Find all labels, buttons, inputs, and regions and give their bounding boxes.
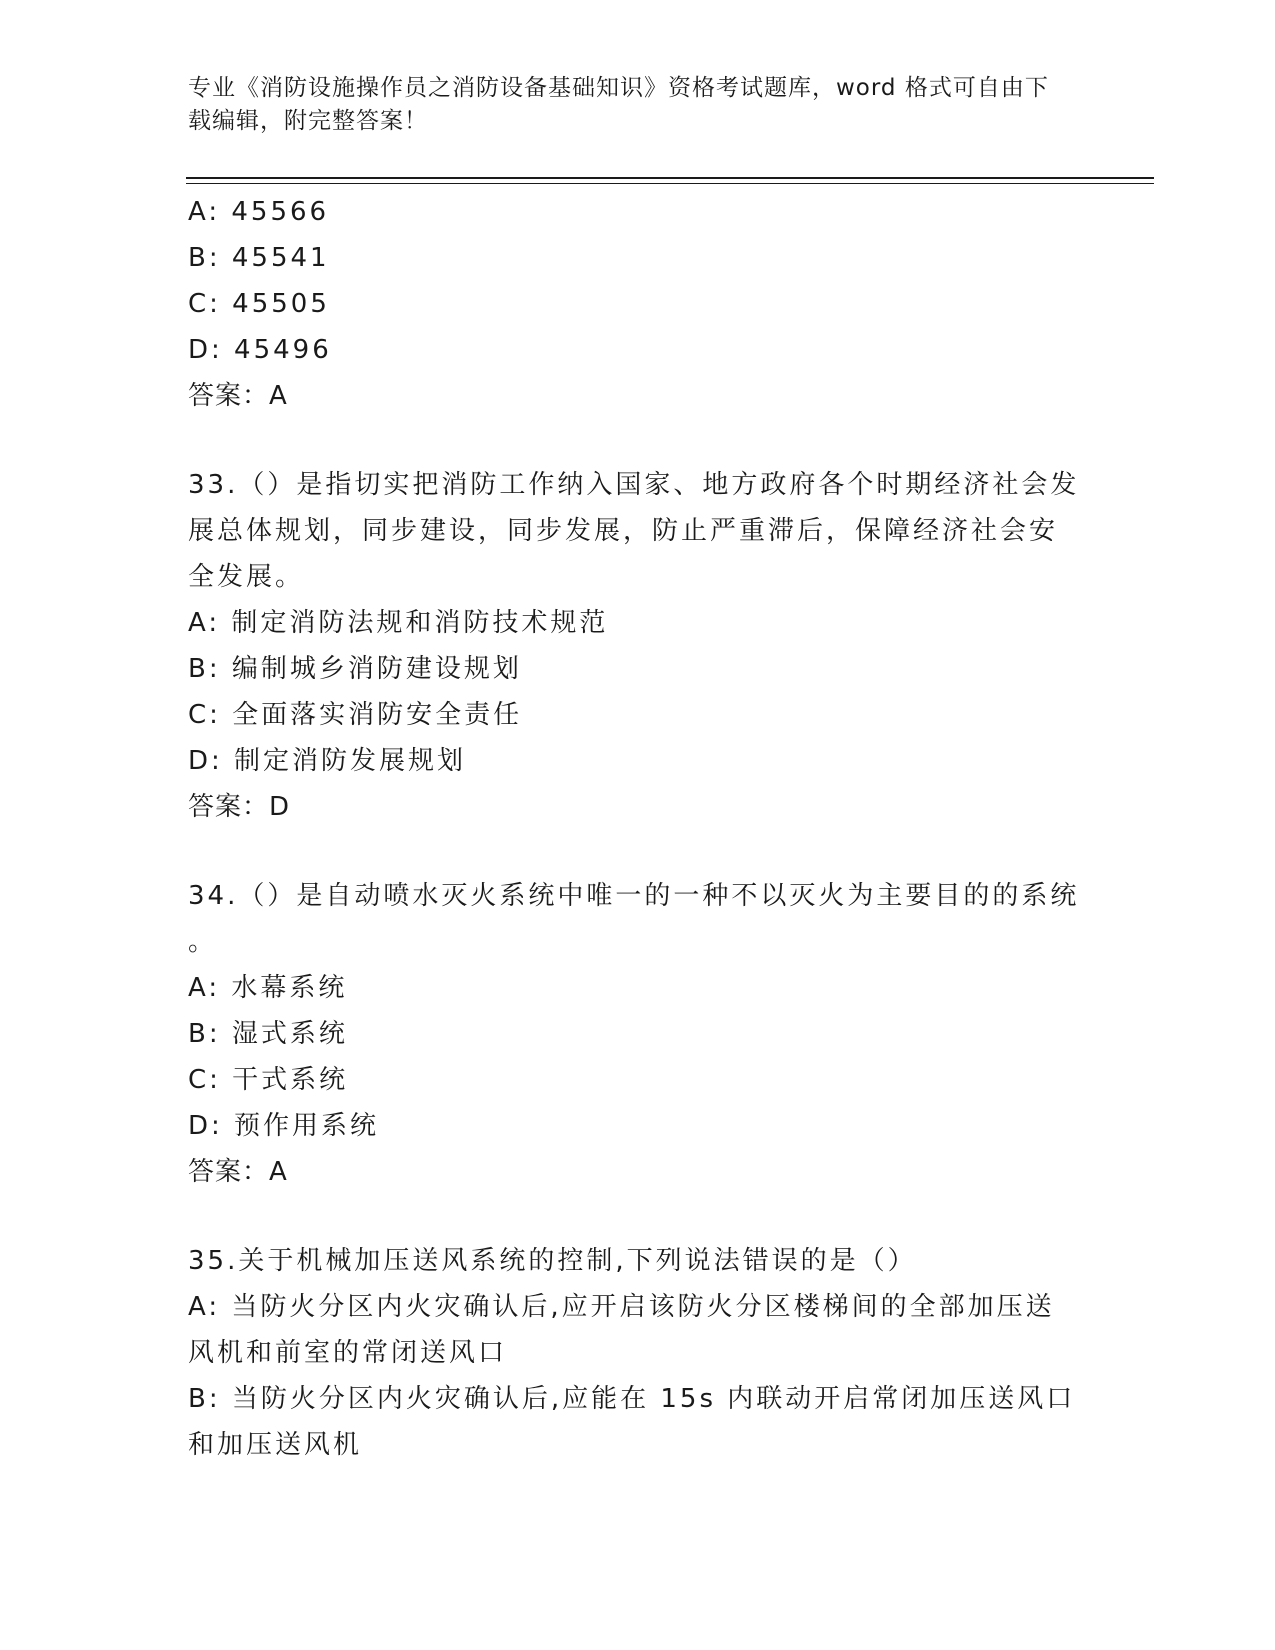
answer-line: 答案：D: [188, 792, 291, 822]
question-35: [188, 1238, 1108, 1468]
option-a: A: 45566: [188, 197, 330, 227]
option-b-continued: 和加压送风机: [188, 1430, 363, 1460]
option-b: B: 湿式系统: [188, 1019, 348, 1049]
question-stem-line: 33.（）是指切实把消防工作纳入国家、地方政府各个时期经济社会发: [188, 470, 1080, 500]
option-c: C: 45505: [188, 289, 330, 319]
header-rule-thin: [186, 183, 1154, 184]
question-stem-line: 展总体规划，同步建设，同步发展，防止严重滞后，保障经济社会安: [188, 516, 1059, 546]
answer-line: 答案：A: [188, 381, 288, 411]
header-rule-thick: [186, 177, 1154, 179]
option-d: D: 45496: [188, 335, 332, 365]
option-c: C: 干式系统: [188, 1065, 349, 1095]
header-line-1: 专业《消防设施操作员之消防设备基础知识》资格考试题库，word 格式可自由下: [188, 75, 1049, 101]
option-a: A: 制定消防法规和消防技术规范: [188, 608, 609, 638]
document-header: [188, 72, 1088, 138]
option-b: B: 当防火分区内火灾确认后,应能在 15s 内联动开启常闭加压送风口: [188, 1384, 1076, 1414]
option-d: D: 制定消防发展规划: [188, 746, 467, 776]
option-c: C: 全面落实消防安全责任: [188, 700, 523, 730]
option-a: A: 当防火分区内火灾确认后,应开启该防火分区楼梯间的全部加压送: [188, 1292, 1055, 1322]
answer-line: 答案：A: [188, 1157, 288, 1187]
option-d: D: 预作用系统: [188, 1111, 380, 1141]
option-a: A: 水幕系统: [188, 973, 348, 1003]
question-stem-line: 全发展。: [188, 562, 305, 592]
prev-question: [188, 189, 1108, 419]
option-b: B: 编制城乡消防建设规划: [188, 654, 522, 684]
question-stem-line: 35.关于机械加压送风系统的控制,下列说法错误的是（）: [188, 1246, 917, 1276]
question-content: [188, 189, 1108, 1468]
option-b: B: 45541: [188, 243, 330, 273]
question-stem-line: 。: [188, 927, 218, 957]
option-a-continued: 风机和前室的常闭送风口: [188, 1338, 508, 1368]
header-line-2: 载编辑，附完整答案！: [188, 108, 428, 134]
question-34: [188, 873, 1108, 1195]
question-33: [188, 462, 1108, 830]
question-stem-line: 34.（）是自动喷水灭火系统中唯一的一种不以灭火为主要目的的系统: [188, 881, 1080, 911]
